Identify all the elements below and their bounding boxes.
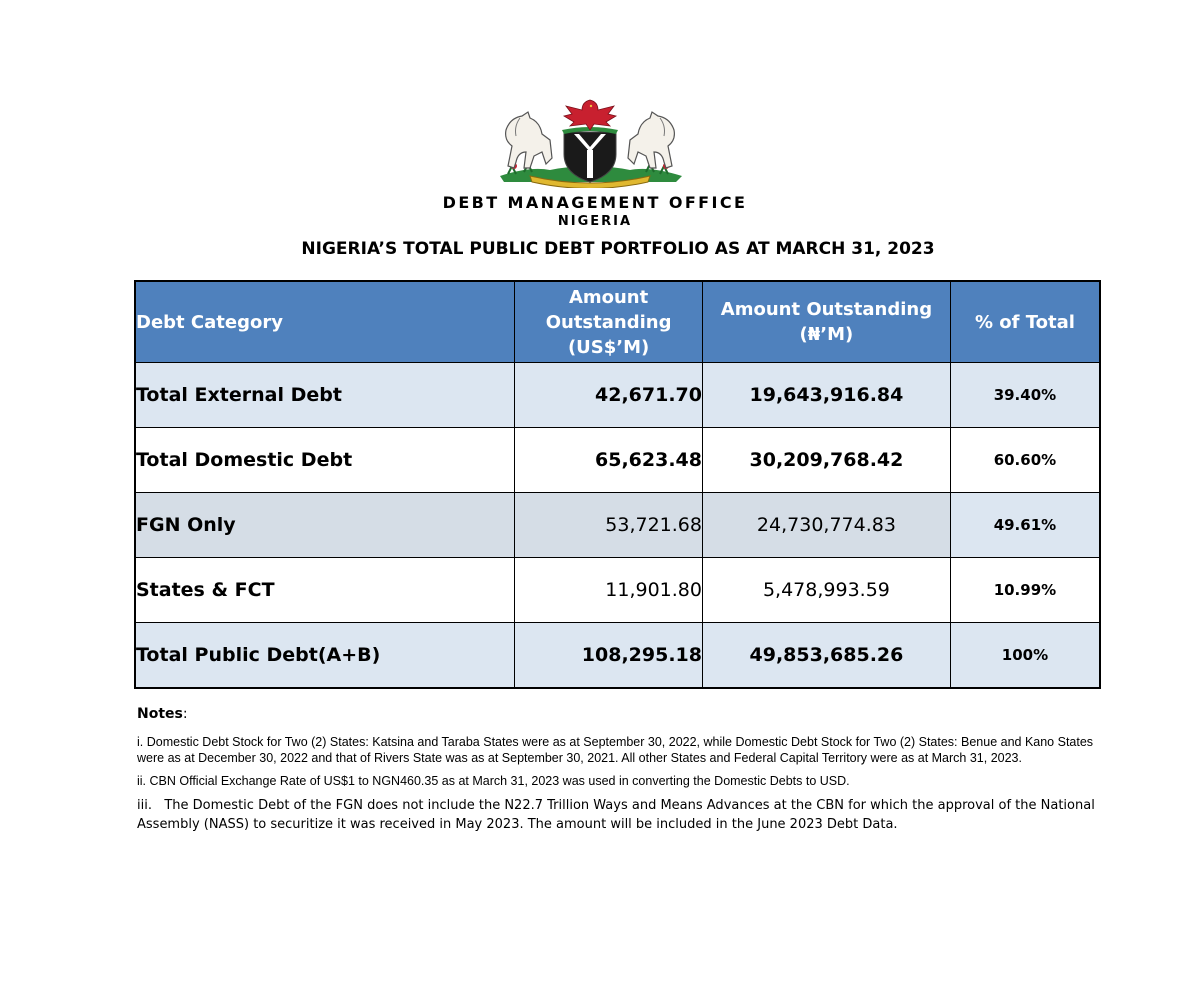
table-row xyxy=(135,493,1100,558)
row-amount-ngn: 24,730,774.83 xyxy=(702,493,950,558)
table-row xyxy=(135,623,1100,689)
row-amount-usd: 108,295.18 xyxy=(515,623,703,689)
row-amount-usd: 11,901.80 xyxy=(515,558,703,623)
notes-heading: Notes: xyxy=(137,706,188,722)
row-amount-usd: 65,623.48 xyxy=(515,428,703,493)
row-amount-ngn: 30,209,768.42 xyxy=(702,428,950,493)
row-amount-usd: 42,671.70 xyxy=(515,363,703,428)
table-row xyxy=(135,428,1100,493)
row-amount-usd: 53,721.68 xyxy=(515,493,703,558)
org-name: DEBT MANAGEMENT OFFICE xyxy=(442,193,748,212)
coat-of-arms-icon xyxy=(490,96,690,188)
row-category: Total Public Debt(A+B) xyxy=(135,623,515,689)
row-category: Total External Debt xyxy=(135,363,515,428)
row-percent: 10.99% xyxy=(950,558,1100,623)
header-amount-ngn xyxy=(702,281,950,363)
notes-heading-text: Notes xyxy=(137,706,183,722)
row-percent: 49.61% xyxy=(950,493,1100,558)
row-percent: 60.60% xyxy=(950,428,1100,493)
header-amount-ngn-label: Amount Outstanding (₦’M) xyxy=(720,299,933,345)
row-category: Total Domestic Debt xyxy=(135,428,515,493)
row-category: States & FCT xyxy=(135,558,515,623)
header-amount-usd-label: Amount Outstanding (US$’M) xyxy=(545,286,672,358)
row-percent: 39.40% xyxy=(950,363,1100,428)
header-percent-total: % of Total xyxy=(950,281,1100,363)
table-row xyxy=(135,363,1100,428)
header-debt-category: Debt Category xyxy=(135,281,515,363)
note-item: i. Domestic Debt Stock for Two (2) States: Katsina and Taraba States were as at September 30, 2022, while Domestic Debt Stock for Two (2) States: Benue and Kano States were as at December 30, 2022 and that of Rivers State was as at September 30, 2021. All other States and Federal Capital Territory were as at March 31, 2023. xyxy=(137,735,1094,765)
page-title: NIGERIA’S TOTAL PUBLIC DEBT PORTFOLIO AS AT MARCH 31, 2023 xyxy=(301,239,935,259)
note-item: iii. The Domestic Debt of the FGN does not include the N22.7 Trillion Ways and Means Advances at the CBN for which the approval of the National Assembly (NASS) to securitize it was received in May 2023. The amount will be included in the June 2023 Debt Data. xyxy=(137,798,1099,832)
debt-table xyxy=(134,280,1101,689)
row-amount-ngn: 5,478,993.59 xyxy=(702,558,950,623)
header-amount-usd xyxy=(515,281,703,363)
row-amount-ngn: 19,643,916.84 xyxy=(702,363,950,428)
table-row xyxy=(135,558,1100,623)
table-header-row xyxy=(135,281,1100,363)
notes-section xyxy=(137,706,1101,841)
row-percent: 100% xyxy=(950,623,1100,689)
org-country: NIGERIA xyxy=(557,214,633,229)
note-item: ii. CBN Official Exchange Rate of US$1 to NGN460.35 as at March 31, 2023 was used in converting the Domestic Debts to USD. xyxy=(137,774,850,788)
row-amount-ngn: 49,853,685.26 xyxy=(702,623,950,689)
row-category: FGN Only xyxy=(135,493,515,558)
